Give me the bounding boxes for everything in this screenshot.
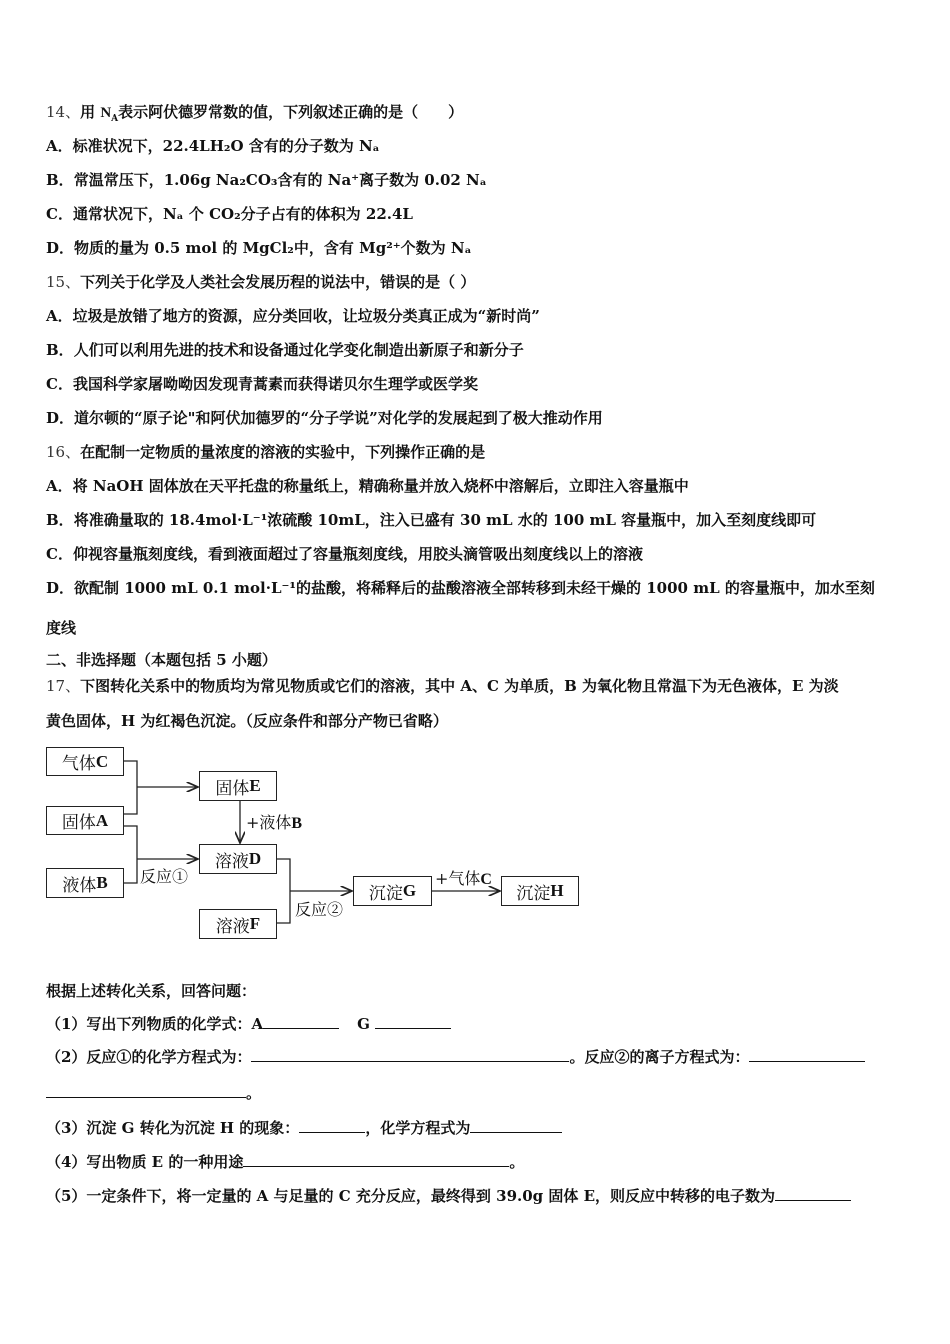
answer-blank-reaction2[interactable] xyxy=(749,1047,865,1062)
q15-option-b: B．人们可以利用先进的技术和设备通过化学变化制造出新原子和新分子 xyxy=(46,341,524,359)
box-solution-f: 溶液 F xyxy=(199,909,277,939)
q16-option-c: C．仰视容量瓶刻度线，看到液面超过了容量瓶刻度线，用胶头滴管吸出刻度线以上的溶液 xyxy=(46,545,643,563)
q16-option-a: A．将 NaOH 固体放在天平托盘的称量纸上，精确称量并放入烧杯中溶解后，立即注入容量瓶中 xyxy=(46,477,689,495)
answer-blank-usage[interactable] xyxy=(243,1152,509,1167)
q17-part2: （2）反应①的化学方程式为： 。反应②的离子方程式为： xyxy=(46,1047,865,1067)
q16-option-d-continued: 度线 xyxy=(46,619,77,637)
label-add-liquid-b: +液体B xyxy=(246,813,303,832)
q17-part2-continued: 。 xyxy=(46,1083,261,1103)
q15-option-c: C．我国科学家屠呦呦因发现青蒿素而获得诺贝尔生理学或医学奖 xyxy=(46,375,478,393)
q15-option-a: A．垃圾是放错了地方的资源，应分类回收，让垃圾分类真正成为“新时尚” xyxy=(46,307,540,325)
q16-option-b: B．将准确量取的 18.4mol·L⁻¹浓硫酸 10mL，注入已盛有 30 mL 水的 100 mL 容量瓶中，加入至刻度线即可 xyxy=(46,511,817,529)
answer-blank-g[interactable] xyxy=(375,1014,451,1029)
q17-part1: （1）写出下列物质的化学式：A G xyxy=(46,1014,451,1034)
box-solid-a: 固体 A xyxy=(46,806,124,835)
q14-option-c: C．通常状况下，Nₐ 个 CO₂分子占有的体积为 22.4L xyxy=(46,205,413,223)
q14-option-b: B．常温常压下，1.06g Na₂CO₃含有的 Na⁺离子数为 0.02 Nₐ xyxy=(46,171,487,189)
q16-option-d: D．欲配制 1000 mL 0.1 mol·L⁻¹的盐酸，将稀释后的盐酸溶液全部转移到未经干燥的 1000 mL 的容量瓶中，加水至刻 xyxy=(46,579,875,597)
q17-intro: 根据上述转化关系，回答问题： xyxy=(46,982,257,1000)
box-liquid-b: 液体 B xyxy=(46,868,124,898)
answer-blank-equation[interactable] xyxy=(470,1118,562,1133)
box-gas-c: 气体 C xyxy=(46,747,124,776)
q17-part4: （4）写出物质 E 的一种用途 。 xyxy=(46,1153,525,1171)
answer-blank-electrons[interactable] xyxy=(775,1186,851,1201)
label-add-gas-c: +气体C xyxy=(435,869,492,888)
q17-part5: （5）一定条件下，将一定量的 A 与足量的 C 充分反应，最终得到 39.0g 固体 E，则反应中转移的电子数为 xyxy=(46,1186,851,1206)
q17-part3: （3）沉淀 G 转化为沉淀 H 的现象： ，化学方程式为 xyxy=(46,1118,562,1138)
q14-option-a: A．标准状况下，22.4LH₂O 含有的分子数为 Nₐ xyxy=(46,137,380,155)
answer-blank-reaction2-cont[interactable] xyxy=(46,1083,246,1098)
box-solution-d: 溶液 D xyxy=(199,844,277,874)
answer-blank-reaction1[interactable] xyxy=(251,1047,569,1062)
label-reaction-2: 反应② xyxy=(295,900,344,919)
q15-option-d: D．道尔顿的“原子论"和阿伏加德罗的“分子学说”对化学的发展起到了极大推动作用 xyxy=(46,409,603,427)
q17-number: 17、 xyxy=(46,677,81,695)
q14-option-d: D．物质的量为 0.5 mol 的 MgCl₂中，含有 Mg²⁺个数为 Nₐ xyxy=(46,239,472,257)
q15-number: 15、 xyxy=(46,273,81,291)
q17-stem-line2: 黄色固体，H 为红褐色沉淀。（反应条件和部分产物已省略） xyxy=(46,712,448,730)
box-precipitate-h: 沉淀 H xyxy=(501,876,579,906)
q16-number: 16、 xyxy=(46,443,81,461)
box-precipitate-g: 沉淀 G xyxy=(353,876,432,906)
section-title: 二、非选择题（本题包括 5 小题） xyxy=(46,651,277,669)
q17-stem-line1: 17、下图转化关系中的物质均为常见物质或它们的溶液，其中 A、C 为单质，B 为氧化物且常温下为无色液体，E 为淡 xyxy=(46,677,839,695)
q16-stem: 16、在配制一定物质的量浓度的溶液的实验中，下列操作正确的是 xyxy=(46,443,486,461)
q14-stem: 14、用 $N_A$表示阿伏德罗常数的值，下列叙述正确的是（ ） xyxy=(46,103,464,124)
label-reaction-1: 反应① xyxy=(140,867,189,886)
q14-number: 14、 xyxy=(46,103,81,121)
answer-blank-a[interactable] xyxy=(263,1014,339,1029)
answer-blank-phenomenon[interactable] xyxy=(299,1118,365,1133)
q15-stem: 15、下列关于化学及人类社会发展历程的说法中，错误的是（ ） xyxy=(46,273,476,291)
box-solid-e: 固体 E xyxy=(199,771,277,801)
